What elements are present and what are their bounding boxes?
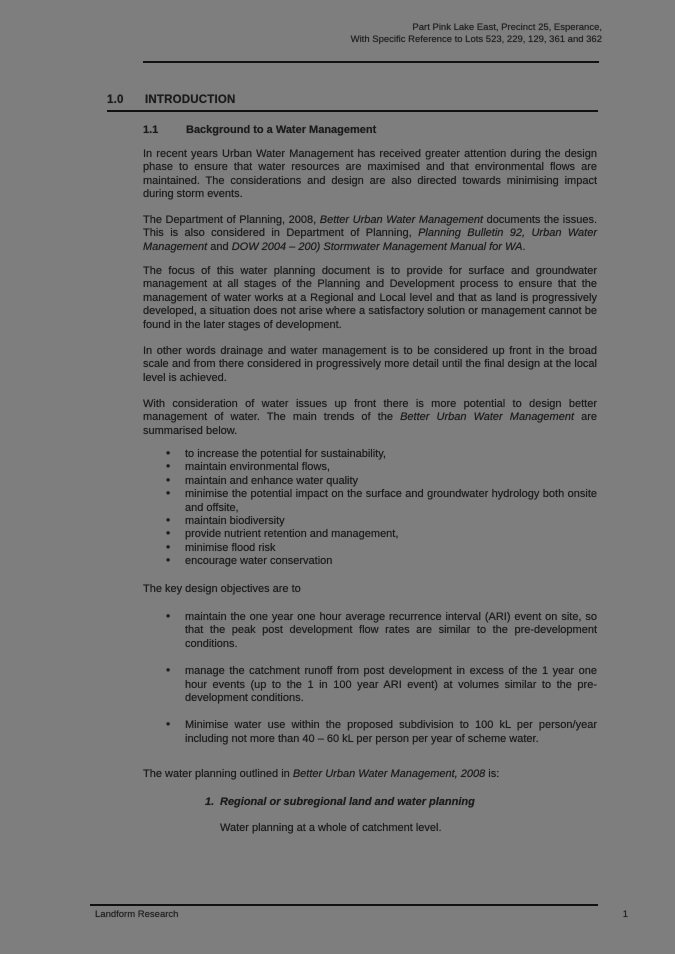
list-item: • manage the catchment runoff from post development in excess of the 1 year one hour events (up to the 1 in 100 year ARI event) at volumes similar to the pre-development conditions. [143, 665, 597, 705]
subsection-title: Background to a Water Management [186, 124, 377, 136]
section-number: 1.0 [107, 94, 124, 106]
footer-author: Landform Research [95, 909, 179, 920]
paragraph-drainage: In other words drainage and water management is to be considered up front in the broad scale and from there considered in progressively more detail until the final design at the local level is achieved. [143, 345, 597, 384]
paragraph-focus: The focus of this water planning document is to provide for surface and groundwater management at all stages of the Planning and Development process to ensure that the management of water works at a Regional and Local level and that as land is progressively developed, a situation does not arise where a satisfactory solution or management cannot be found in the later stages of development. [143, 265, 597, 331]
subsection-heading [143, 124, 597, 136]
italic-title-run: Better Urban Water Management [400, 411, 574, 424]
text-run: The water planning outlined in [143, 768, 293, 780]
list-item: • encourage water conservation [143, 555, 597, 568]
italic-title-run: DOW 2004 – 200) Stormwater Management Manual for WA [231, 240, 523, 253]
section-title: INTRODUCTION [145, 94, 236, 106]
list-item: • maintain the one year one hour average recurrence interval (ARI) event on site, so that the peak post development flow rates are similar to the pre-development conditions. [143, 611, 597, 651]
footer-page-number: 1 [622, 909, 628, 920]
numbered-item-heading [143, 796, 597, 808]
paragraph-references [143, 214, 597, 254]
text-run: . [522, 240, 526, 253]
italic-title-run: Better Urban Water Management [319, 214, 484, 226]
numbered-item-number: 1. [205, 796, 215, 808]
text-run: is: [485, 768, 500, 780]
closing-lead [143, 768, 597, 781]
list-item: • minimise flood risk [143, 542, 597, 555]
subsection-number: 1.1 [143, 124, 159, 136]
list-item: • provide nutrient retention and management, [143, 528, 597, 541]
italic-title-run: Better Urban Water Management, 2008 [292, 768, 486, 780]
text-run: The Department of Planning, 2008, [143, 214, 320, 226]
trends-bullet-list [143, 448, 597, 569]
text-run: documents the issues. This is also considered in Department of Planning, [143, 214, 598, 240]
objectives-lead: The key design objectives are to [143, 583, 301, 595]
objectives-bullet-list [143, 611, 597, 760]
numbered-item-body: Water planning at a whole of catchment level. [220, 822, 442, 834]
footer-rule [90, 904, 598, 906]
list-item: • to increase the potential for sustainability, [143, 448, 597, 461]
header-line-2: With Specific Reference to Lots 523, 229, 129, 361 and 362 [350, 33, 602, 45]
list-item: • maintain environmental flows, [143, 461, 597, 474]
list-item: • Minimise water use within the proposed subdivision to 100 kL per person/year including not more than 40 – 60 kL per person per year of scheme water. [143, 719, 597, 746]
paragraph-intro: In recent years Urban Water Management has received greater attention during the design phase to ensure that water resources are maximised and that environmental flows are maintained. The considerations and design are also directed towards minimising impact during storm events. [143, 148, 597, 201]
text-run: With consideration of water issues up front there is more potential to design better management of water. The main trends of the [143, 398, 597, 424]
page-header [0, 22, 602, 45]
page-footer [95, 909, 628, 920]
text-run: are summarised below. [143, 411, 597, 437]
numbered-item-title: Regional or subregional land and water planning [220, 796, 475, 808]
italic-title-run: Planning Bulletin 92, Urban Water Management [143, 227, 597, 253]
list-item: • maintain and enhance water quality [143, 475, 597, 488]
list-item: • maintain biodiversity [143, 515, 597, 528]
paragraph-trends-lead [143, 398, 597, 438]
list-item: • minimise the potential impact on the surface and groundwater hydrology both onsite and offsite, [143, 488, 597, 515]
header-line-1: Part Pink Lake East, Precinct 25, Esperance, [412, 22, 602, 33]
header-rule [143, 61, 599, 63]
section-heading [107, 94, 598, 112]
text-run: and [207, 240, 232, 253]
